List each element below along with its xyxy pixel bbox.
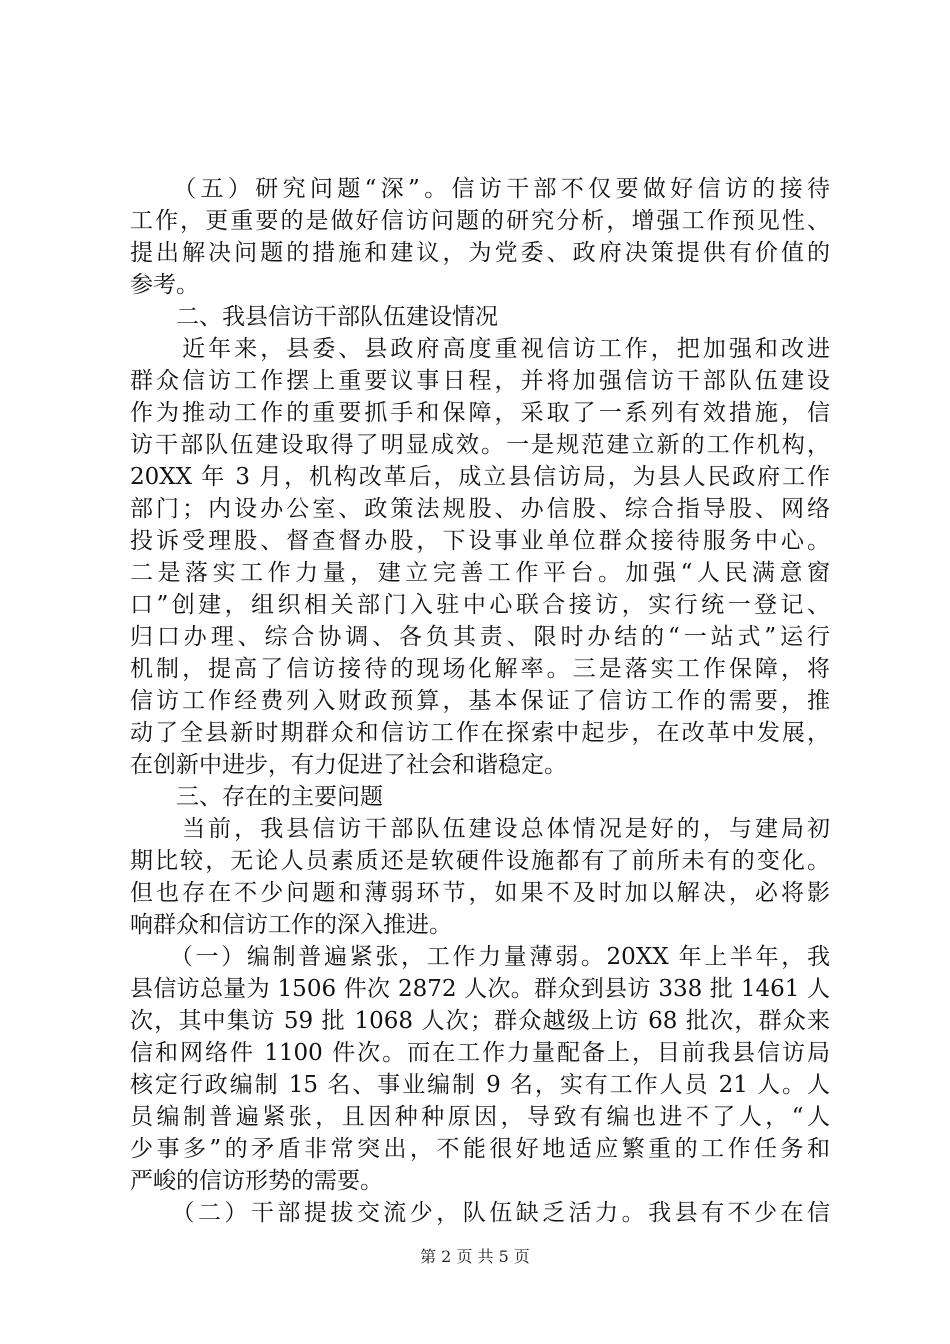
text-line: （二）干部提拔交流少，队伍缺乏活力。我县有不少在信 xyxy=(130,1200,830,1226)
text-line: 机制，提高了信访接待的现场化解率。三是落实工作保障，将 xyxy=(130,656,830,682)
text-line: 20XX 年 3 月，机构改革后，成立县信访局，为县人民政府工作 xyxy=(130,464,830,490)
text-line: 县信访总量为 1506 件次 2872 人次。群众到县访 338 批 1461 人 xyxy=(130,976,830,1002)
text-line: 少事多”的矛盾非常突出，不能很好地适应繁重的工作任务和 xyxy=(130,1136,830,1162)
text-line: 员编制普遍紧张，且因种种原因，导致有编也进不了人，“人 xyxy=(130,1104,830,1130)
text-line: 口”创建，组织相关部门入驻中心联合接访，实行统一登记、 xyxy=(130,592,830,618)
page-footer: 第 2 页 共 5 页 xyxy=(420,1247,530,1266)
document-body xyxy=(130,173,830,1229)
text-line: 响群众和信访工作的深入推进。 xyxy=(130,912,452,938)
text-line: 在创新中进步，有力促进了社会和谐稳定。 xyxy=(130,752,567,778)
text-line: 核定行政编制 15 名、事业编制 9 名，实有工作人员 21 人。人 xyxy=(130,1072,830,1098)
text-line: 期比较，无论人员素质还是软硬件设施都有了前所未有的变化。 xyxy=(130,848,830,874)
text-line: 投诉受理股、督查督办股，下设事业单位群众接待服务中心。 xyxy=(130,528,830,554)
text-line: 提出解决问题的措施和建议，为党委、政府决策提供有价值的 xyxy=(130,240,830,266)
text-line: 工作，更重要的是做好信访问题的研究分析，增强工作预见性、 xyxy=(130,208,830,234)
text-line: 动了全县新时期群众和信访工作在探索中起步，在改革中发展， xyxy=(130,720,830,746)
text-line: 但也存在不少问题和薄弱环节，如果不及时加以解决，必将影 xyxy=(130,880,830,906)
text-line: 三、存在的主要问题 xyxy=(130,784,383,810)
text-line: 信和网络件 1100 件次。而在工作力量配备上，目前我县信访局 xyxy=(130,1040,830,1066)
text-line: 信访工作经费列入财政预算，基本保证了信访工作的需要，推 xyxy=(130,688,830,714)
text-line: 归口办理、综合协调、各负其责、限时办结的“一站式”运行 xyxy=(130,624,830,650)
text-line: 严峻的信访形势的需要。 xyxy=(130,1168,383,1194)
text-line: 二是落实工作力量，建立完善工作平台。加强“人民满意窗 xyxy=(130,560,830,586)
text-line: （一）编制普遍紧张，工作力量薄弱。20XX 年上半年，我 xyxy=(130,944,830,970)
text-line: 作为推动工作的重要抓手和保障，采取了一系列有效措施，信 xyxy=(130,400,830,426)
text-line: 群众信访工作摆上重要议事日程，并将加强信访干部队伍建设 xyxy=(130,368,830,394)
text-line: 访干部队伍建设取得了明显成效。一是规范建立新的工作机构， xyxy=(130,432,830,458)
text-line: 参考。 xyxy=(130,272,199,298)
text-line: 二、我县信访干部队伍建设情况 xyxy=(130,304,498,330)
text-line: 当前，我县信访干部队伍建设总体情况是好的，与建局初 xyxy=(130,816,830,842)
text-line: （五）研究问题“深”。信访干部不仅要做好信访的接待 xyxy=(130,176,830,202)
text-line: 部门；内设办公室、政策法规股、办信股、综合指导股、网络 xyxy=(130,496,830,522)
text-line: 近年来，县委、县政府高度重视信访工作，把加强和改进 xyxy=(130,336,830,362)
text-line: 次，其中集访 59 批 1068 人次；群众越级上访 68 批次，群众来 xyxy=(130,1008,830,1034)
